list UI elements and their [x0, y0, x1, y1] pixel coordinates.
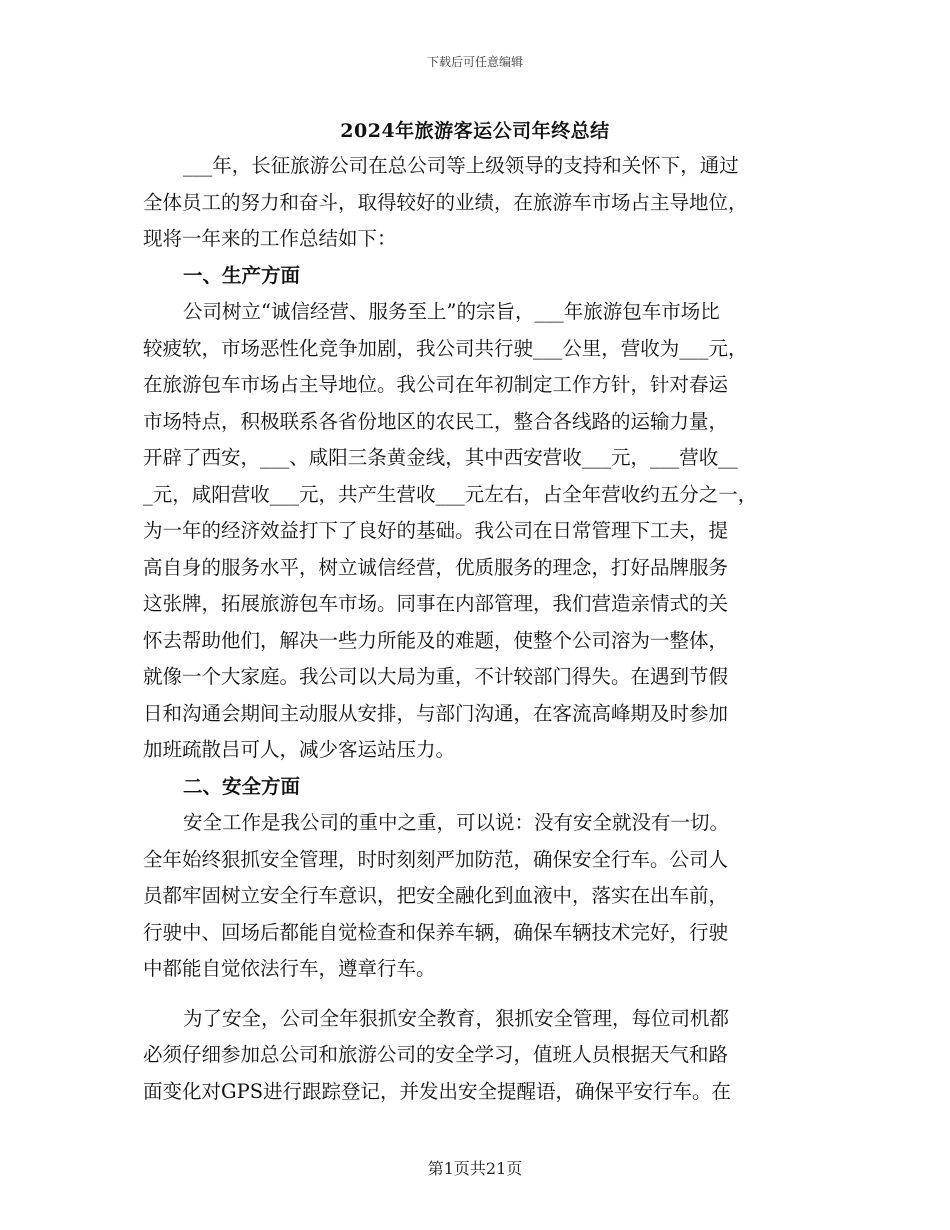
paragraph-line: 怀去帮助他们，解决一些力所能及的难题，使整个公司溶为一整体，: [143, 628, 729, 652]
paragraph-line: 为了安全，公司全年狠抓安全教育，狠抓安全管理，每位司机都: [183, 1006, 730, 1030]
paragraph-line: 面变化对GPS进行跟踪登记，并发出安全提醒语，确保平安行车。在: [143, 1079, 732, 1103]
paragraph-line: ___年，长征旅游公司在总公司等上级领导的支持和关怀下，通过: [183, 154, 739, 177]
paragraph-line: _元，咸阳营收___元，共产生营收___元左右，占全年营收约五分之一，: [143, 482, 758, 506]
header-note: 下载后可任意编辑: [426, 55, 523, 69]
paragraph-line: 日和沟通会期间主动服从安排，与部门沟通，在客流高峰期及时参加: [143, 701, 729, 725]
paragraph-line: 全体员工的努力和奋斗，取得较好的业绩，在旅游车市场占主导地位，: [143, 190, 748, 214]
section-heading: 一、生产方面: [183, 263, 301, 287]
paragraph-gap: [143, 988, 815, 1001]
paragraph-line: 必须仔细参加总公司和旅游公司的安全学习，值班人员根据天气和路: [143, 1043, 729, 1066]
paragraph-line: 开辟了西安，___、咸阳三条黄金线，其中西安营收___元，___营收__: [143, 446, 738, 469]
paragraph-line: 行驶中、回场后都能自觉检查和保养车辆，确保车辆技术完好，行驶: [143, 920, 729, 944]
paragraph-line: 在旅游包车市场占主导地位。我公司在年初制定工作方针，针对春运: [143, 373, 729, 396]
paragraph-line: 这张牌，拓展旅游包车市场。同事在内部管理，我们营造亲情式的关: [143, 592, 729, 615]
paragraph-line: 安全工作是我公司的重中之重，可以说：没有安全就没有一切。: [183, 811, 730, 834]
paragraph-line: 市场特点，积极联系各省份地区的农民工，整合各线路的运输力量，: [143, 409, 729, 433]
paragraph-line: 为一年的经济效益打下了良好的基础。我公司在日常管理下工夫，提: [143, 519, 729, 542]
paragraph-line: 就像一个大家庭。我公司以大局为重，不计较部门得失。在遇到节假: [143, 665, 729, 688]
paragraph-line: 较疲软，市场恶性化竞争加剧，我公司共行驶___公里，营收为___元，: [143, 336, 748, 360]
paragraph-line: 加班疏散吕可人，减少客运站压力。: [143, 738, 456, 761]
paragraph-line: 现将一年来的工作总结如下：: [143, 227, 397, 250]
document-body: [143, 148, 815, 1110]
paragraph-line: 中都能自觉依法行车，遵章行车。: [143, 957, 436, 980]
document-title: 2024年旅游客运公司年终总结: [340, 120, 610, 142]
paragraph-line: 公司树立“诚信经营、服务至上”的宗旨，___年旅游包车市场比: [183, 300, 720, 323]
page-number: 第1页共21页: [427, 1159, 523, 1178]
paragraph-line: 高自身的服务水平，树立诚信经营，优质服务的理念，打好品牌服务: [143, 555, 729, 579]
paragraph-line: 全年始终狠抓安全管理，时时刻刻严加防范，确保安全行车。公司人: [143, 847, 729, 871]
section-heading: 二、安全方面: [183, 774, 301, 798]
paragraph-line: 员都牢固树立安全行车意识，把安全融化到血液中，落实在出车前，: [143, 884, 729, 907]
